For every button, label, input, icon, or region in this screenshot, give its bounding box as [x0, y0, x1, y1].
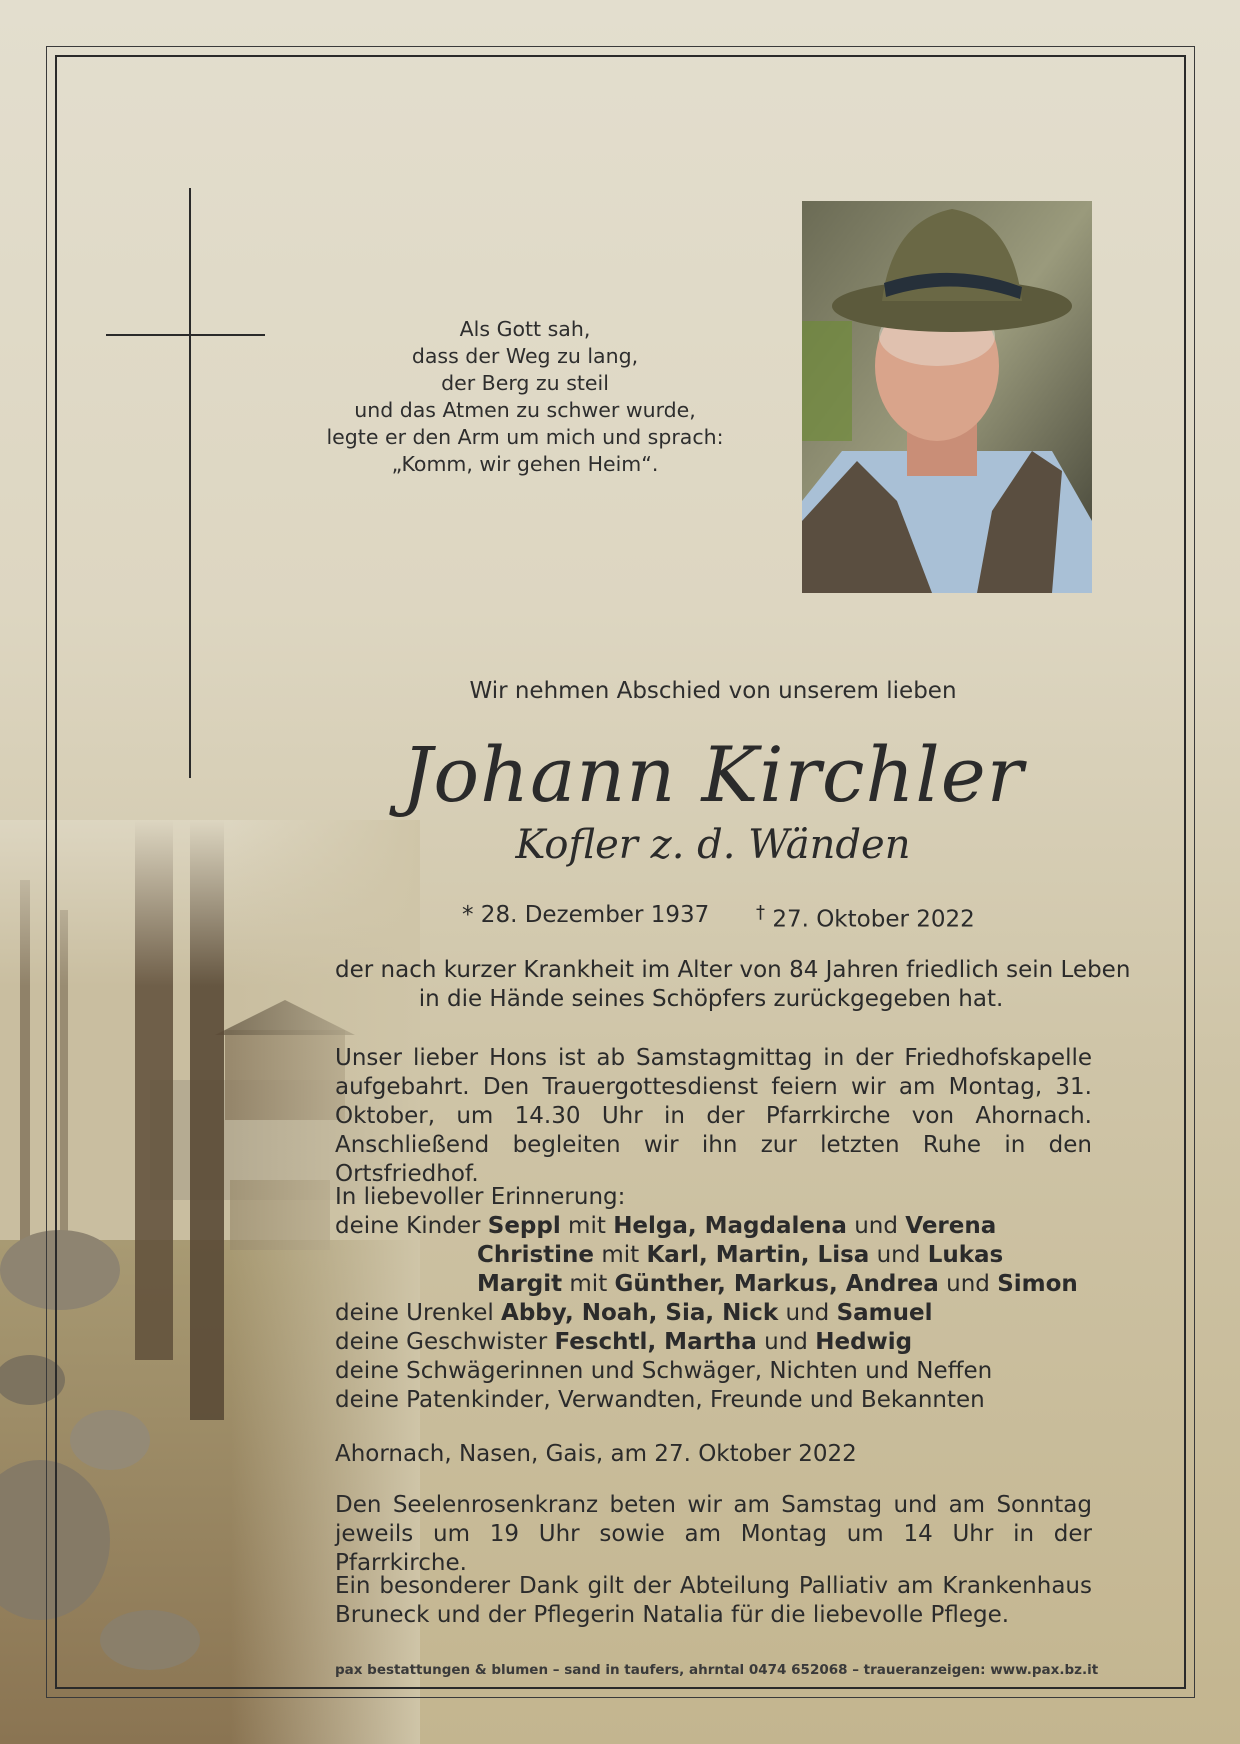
leben-line: der nach kurzer Krankheit im Alter von 84 Jahren friedlich sein Leben [335, 957, 1131, 983]
aufbahrung-text: Unser lieber Hons ist ab Samstagmittag in der Friedhofskapelle aufgebahrt. Den Trauergottesdienst feiern wir am Montag, 31. Oktober, um 14.30 Uhr in der Pfarrkirche von Ahornach. Anschließend begleiten wir ihn zur letzten Ruhe in den Ortsfriedhof. [335, 1045, 1092, 1187]
mourner-name: Feschtl, Martha [554, 1329, 757, 1355]
dagger-icon: † [756, 902, 765, 923]
mourner-name: Seppl [487, 1213, 561, 1239]
leben-line: in die Hände seines Schöpfers zurückgegeben hat. [418, 986, 1004, 1012]
portrait-photo [802, 201, 1092, 593]
mourner-name: Christine [477, 1242, 595, 1268]
place-date: Ahornach, Nasen, Gais, am 27. Oktober 2022 [335, 1441, 857, 1467]
mourner-name: Verena [905, 1213, 997, 1239]
mourners-label: deine Kinder [335, 1213, 481, 1239]
mourners-heading: In liebevoller Erinnerung: [335, 1184, 626, 1210]
mourners-kinder-row [335, 1241, 1092, 1270]
mourner-connector: und [876, 1242, 921, 1268]
mourners-label: deine Urenkel [335, 1300, 494, 1326]
mourner-name: Simon [997, 1271, 1078, 1297]
death-date-text: 27. Oktober 2022 [772, 906, 975, 933]
mourners-schwaeger-row: deine Schwägerinnen und Schwäger, Nichten und Neffen [335, 1358, 993, 1384]
mourner-name: Hedwig [815, 1329, 913, 1355]
poem-line: Als Gott sah, [459, 317, 591, 341]
deceased-house-name: Kofler z. d. Wänden [515, 822, 911, 868]
mourner-name: Helga, Magdalena [613, 1213, 847, 1239]
mourner-name: Karl, Martin, Lisa [646, 1242, 870, 1268]
mourner-name: Günther, Markus, Andrea [614, 1271, 939, 1297]
poem-line: „Komm, wir gehen Heim“. [391, 452, 659, 476]
cross-icon [189, 188, 191, 778]
death-date [756, 902, 975, 933]
poem-line: und das Atmen zu schwer wurde, [354, 398, 696, 422]
birth-date: * 28. Dezember 1937 [462, 902, 710, 928]
mourner-connector: und [946, 1271, 990, 1297]
mourners-list [335, 1183, 1092, 1415]
mourner-connector: mit [569, 1271, 608, 1297]
mourners-paten-row: deine Patenkinder, Verwandten, Freunde und Bekannten [335, 1387, 985, 1413]
mourner-name: Margit [477, 1271, 563, 1297]
intro-text: Wir nehmen Abschied von unserem lieben [469, 678, 957, 704]
footer-imprint: pax bestattungen & blumen – sand in taufers, ahrntal 0474 652068 – traueranzeigen: www.pax.bz.it [335, 1662, 1099, 1678]
thanks-text: Ein besonderer Dank gilt der Abteilung Palliativ am Krankenhaus Bruneck und der Pflegerin Natalia für die liebevolle Pflege. [335, 1573, 1092, 1628]
mourner-connector: mit [601, 1242, 640, 1268]
deceased-name: Johann Kirchler [401, 730, 1025, 819]
mourner-name: Abby, Noah, Sia, Nick [501, 1300, 779, 1326]
mourner-name: Lukas [927, 1242, 1004, 1268]
mourners-urenkel-row [335, 1299, 1092, 1328]
poem [300, 316, 750, 478]
mourner-connector: und [854, 1213, 898, 1239]
mourners-geschwister-row [335, 1328, 1092, 1357]
mourner-connector: und [785, 1300, 830, 1326]
mourners-kinder-row [335, 1212, 1092, 1241]
poem-line: dass der Weg zu lang, [411, 344, 639, 368]
leben-text [335, 956, 1131, 1014]
mourner-name: Samuel [836, 1300, 933, 1326]
rosenkranz-text: Den Seelenrosenkranz beten wir am Samstag und am Sonntag jeweils um 19 Uhr sowie am Montag um 14 Uhr in der Pfarrkirche. [335, 1492, 1092, 1576]
mourners-kinder-row [335, 1270, 1092, 1299]
mourner-connector: mit [568, 1213, 606, 1239]
poem-line: legte er den Arm um mich und sprach: [326, 425, 724, 449]
cross-icon-bar [106, 334, 265, 336]
poem-line: der Berg zu steil [441, 371, 609, 395]
mourner-connector: und [764, 1329, 808, 1355]
mourners-label: deine Geschwister [335, 1329, 548, 1355]
